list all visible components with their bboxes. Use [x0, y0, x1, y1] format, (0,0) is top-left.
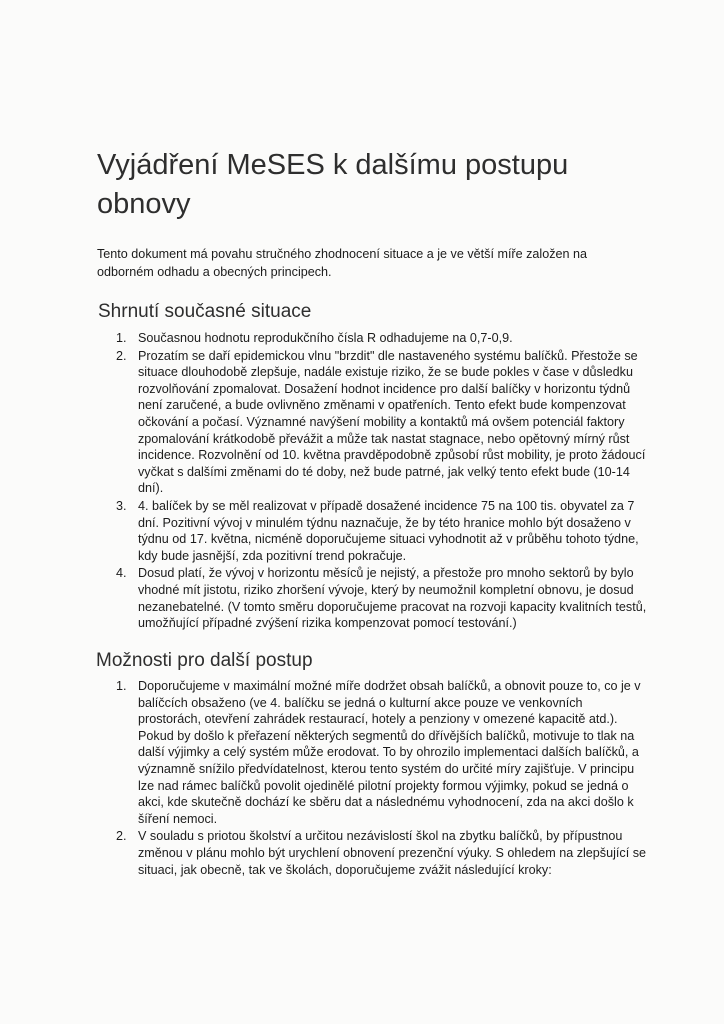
list-number: 1.: [116, 331, 127, 345]
list-item: [116, 828, 648, 878]
list-item: [116, 498, 648, 564]
list-item-text: 4. balíček by se měl realizovat v případě dosažené incidence 75 na 100 tis. obyvatel za 7 dní. Pozitivní vývoj v minulém týdnu naznačuje, že by této hranice mohlo být dosaženo v týdnu od 17. května, nicméně doporučujeme situaci vyhodnotit až v průběhu tohoto týdne, kdy bude jasnější, zda pozitivní trend pokračuje.: [138, 498, 639, 563]
section-heading-current-situation: Shrnutí současné situace: [98, 301, 312, 322]
list-number: 4.: [116, 566, 127, 581]
list-item-text: Doporučujeme v maximální možné míře dodržet obsah balíčků, a obnovit pouze to, co je v balíčcích obsaženo (ve 4. balíčku se jedná o kulturní akce pouze ve venkovních prostorách, otevření zahrádek restaurací, hotely a penziony v omezené kapacitě atd.). Pokud by došlo k přeřazení některých segmentů do dřívějších balíčků, motivuje to tlak na další výjimky a celý systém může erodovat. To by ohrozilo implementaci dalších balíčků, a významně snížilo předvídatelnost, kterou tento systém do určité míry zajišťuje. V principu lze nad rámec balíčků povolit ojedinělé pilotní projekty formou výjimky, pokud se jedná o akci, kde skutečně dochází ke sběru dat a následnému vyhodnocení, zda na akci došlo k šíření nemoci.: [138, 679, 641, 826]
list-item-text: Prozatím se daří epidemickou vlnu "brzdit" dle nastaveného systému balíčků. Přestože se situace dlouhodobě zlepšuje, nadále existuje riziko, že se bude pokles v čase v důsledku rozvolňování zpomalovat. Dosažení hodnot incidence pro další balíčky v horizontu týdnů není zaručené, a bude ovlivněno změnami v opatřeních. Tento efekt bude kompenzovat očkování a počasí. Významné navýšení mobility a kontaktů má ovšem potenciál faktory zpomalování krátkodobě převážit a může tak nastat stagnace, nebo opětovný mírný růst incidence. Rozvolnění od 10. května pravděpodobně způsobí růst mobility, je proto žádoucí vyčkat s dalšími změnami do té doby, než bude patrné, jak velký tento efekt bude (10-14 dní).: [138, 348, 646, 496]
intro-paragraph: Tento dokument má povahu stručného zhodnocení situace a je ve větší míře založen na odborném odhadu a obecných principech.: [97, 247, 588, 279]
list-item-text: Dosud platí, že vývoj v horizontu měsíců je nejistý, a přestože pro mnoho sektorů by bylo vhodné mít jistotu, riziko zhoršení vývoje, který by neumožnil kompletní obnovu, je dosud nezanebatelné. (V tomto směru doporučujeme pracovat na rozvoji kapacity kvalitních testů, umožňující případné zvýšení rizika kompenzovat pomocí testování.): [138, 566, 647, 631]
list-item: [116, 348, 648, 497]
list-number: 2.: [116, 348, 127, 363]
list-item: [116, 330, 648, 347]
document-title: Vyjádření MeSES k dalšímu postupu obnovy: [97, 149, 569, 220]
list-item: [116, 565, 648, 631]
list-item: [116, 678, 648, 827]
list-number: 1.: [116, 679, 127, 693]
list-item-text: V souladu s priotou školství a určitou nezávislostí škol na zbytku balíčků, by přípustnou změnou v plánu mohlo být urychlení obnovení prezenční výuky. S ohledem na zlepšující se situaci, jak obecně, tak ve školách, doporučujeme zvážit následující kroky:: [138, 829, 646, 877]
next-steps-list: [116, 678, 648, 879]
list-number: 3.: [116, 498, 127, 513]
list-item-text: Současnou hodnotu reprodukčního čísla R odhadujeme na 0,7-0,9.: [138, 331, 513, 345]
list-number: 2.: [116, 829, 127, 844]
section-heading-next-steps: Možnosti pro další postup: [96, 650, 313, 671]
current-situation-list: [116, 330, 648, 633]
